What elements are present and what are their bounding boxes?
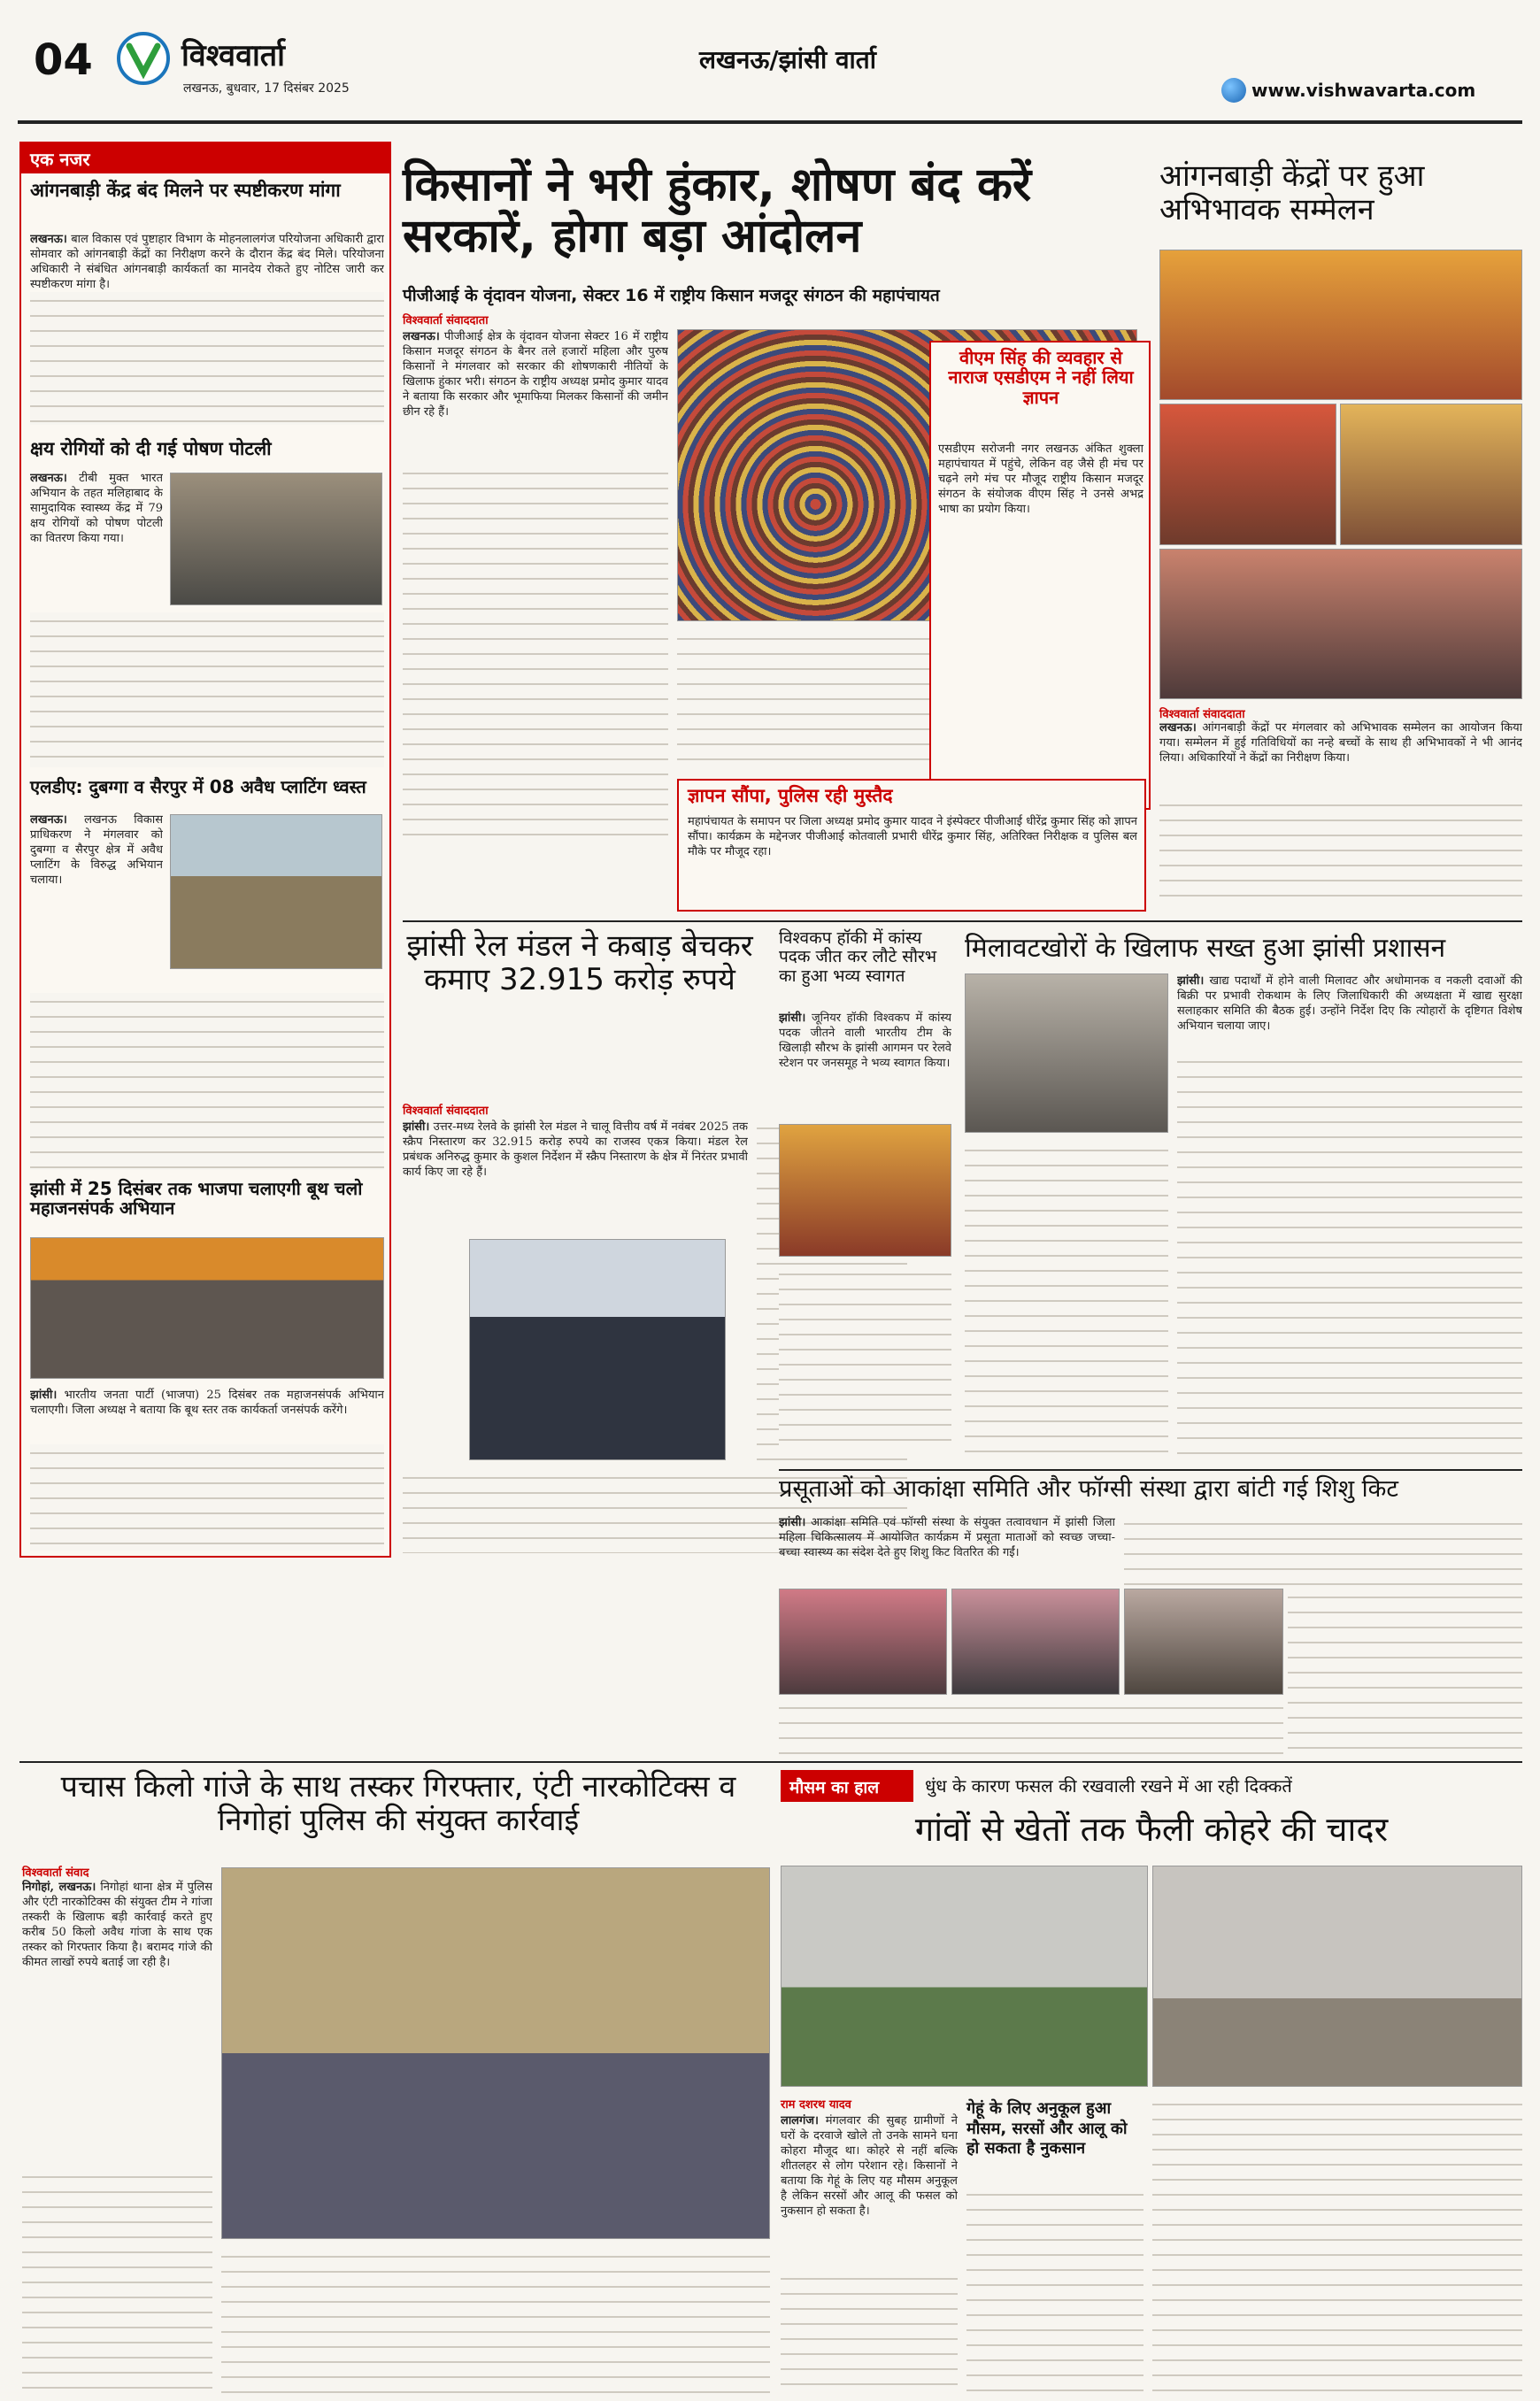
vm-singh-box xyxy=(929,341,1151,810)
lead-headline: किसानों ने भरी हुंकार, शोषण बंद करें सरकारें, होगा बड़ा आंदोलन xyxy=(403,158,1032,264)
anganwadi-body: आंगनबाड़ी केंद्रों पर मंगलवार को अभिभावक सम्मेलन का आयोजन किया गया। सम्मेलन में हुई गतिविधियों का नन्हे बच्चों के साथ ही अभिभावकों ने भी आनंद लिया। अधिकारियों ने केंद्रों का निरीक्षण किया। xyxy=(1159,721,1522,765)
ganja-text xyxy=(22,1880,212,2163)
anganwadi-photo-3 xyxy=(1340,404,1522,545)
paper-logo-icon xyxy=(117,32,170,85)
brief-title: आंगनबाड़ी केंद्र बंद मिलने पर स्पष्टीकरण मांगा xyxy=(30,180,341,201)
rail-dateline: झांसी। xyxy=(403,1120,430,1134)
brief-text xyxy=(30,812,163,989)
brief-title: क्षय रोगियों को दी गई पोषण पोटली xyxy=(30,438,272,459)
section-rule xyxy=(19,1761,1522,1763)
rail-body: उत्तर-मध्य रेलवे के झांसी रेल मंडल ने चालू वित्तीय वर्ष में नवंबर 2025 तक स्क्रैप निस्तारण कर 32.915 करोड़ रुपये का राजस्व एकत्र किया। मंडल रेल प्रबंधक अनिरुद्ध कुमार के कुशल निर्देशन में स्क्रैप निस्तारण के क्षेत्र में निरंतर प्रभावी कार्य किए जा रहे हैं। xyxy=(403,1120,748,1179)
text-filler xyxy=(965,1142,1168,1465)
milavat-text xyxy=(1177,973,1522,1049)
text-filler xyxy=(30,612,384,767)
text-filler xyxy=(403,465,668,836)
brief-text xyxy=(30,471,163,604)
weather-body: मंगलवार की सुबह ग्रामीणों ने घरों के दरवाजे खोले तो उनके सामने घना कोहरा मौजूद था। कोहरे से नहीं बल्कि शीतलहर से लोग परेशान रहे। किसानों ने बताया कि गेहूं के लिए यह मौसम अनुकूल है लेकिन सरसों और आलू की फसल को नुकसान हो सकता है। xyxy=(781,2114,958,2218)
kit-distribution-photo-3 xyxy=(1124,1589,1283,1695)
saurabh-body: जूनियर हॉकी विश्वकप में कांस्य पदक जीतने वाली भारतीय टीम के खिलाड़ी सौरभ के झांसी आगमन पर रेलवे स्टेशन पर जनसमूह ने भव्य स्वागत किया। xyxy=(779,1012,951,1070)
brief-text xyxy=(30,1388,384,1441)
arrest-photo xyxy=(221,1867,770,2239)
anganwadi-byline: विश्ववार्ता संवाददाता xyxy=(1159,708,1245,721)
dateline: लखनऊ, बुधवार, 17 दिसंबर 2025 xyxy=(183,81,350,96)
brief-title: झांसी में 25 दिसंबर तक भाजपा चलाएगी बूथ चलो महाजनसंपर्क अभियान xyxy=(30,1178,363,1220)
rail-byline: विश्ववार्ता संवाददाता xyxy=(403,1104,489,1118)
milavat-headline: मिलावटखोरों के खिलाफ सख्त हुआ झांसी प्रशासन xyxy=(965,933,1446,964)
weather-label: मौसम का हाल xyxy=(781,1770,913,1802)
ek-nazar-label: एक नजर xyxy=(21,143,389,173)
shishu-kit-headline: प्रसूताओं को आकांक्षा समिति और फॉग्सी संस्था द्वारा बांटी गई शिशु किट xyxy=(779,1475,1399,1503)
anganwadi-text xyxy=(1159,720,1522,796)
bjp-meeting-photo xyxy=(30,1237,384,1379)
lead-byline: विश्ववार्ता संवाददाता xyxy=(403,314,489,327)
milavat-body: खाद्य पदार्थों में होने वाली मिलावट और अधोमानक व नकली दवाओं की बिक्री पर प्रभावी रोकथाम के लिए जिलाधिकारी की अध्यक्षता में खाद्य सुरक्षा सलाहकार समिति की बैठक हुई। उन्होंने निर्देश दिए कि त्योहारों के दृष्टिगत विशेष अभियान चलाया जाए। xyxy=(1177,974,1522,1033)
text-filler xyxy=(30,993,384,1170)
gyapan-headline: ज्ञापन सौंपा, पुलिस रही मुस्तैद xyxy=(688,785,893,806)
text-filler xyxy=(22,2168,212,2394)
meeting-photo xyxy=(965,973,1168,1133)
kit-distribution-photo-1 xyxy=(779,1589,947,1695)
text-filler xyxy=(1124,1515,1522,1586)
ganja-headline: पचास किलो गांजे के साथ तस्कर गिरफ्तार, एंटी नारकोटिक्स व निगोहां पुलिस की संयुक्त कार्रवाई xyxy=(60,1769,736,1839)
brief-lead: झांसी। xyxy=(30,1389,58,1402)
saurabh-text xyxy=(779,1011,951,1117)
brief-body: लखनऊ विकास प्राधिकरण ने मंगलवार को दुबग्गा व सैरपुर क्षेत्र में अवैध प्लाटिंग के विरुद्ध अभियान चलाया। xyxy=(30,813,163,887)
rail-text xyxy=(403,1120,748,1235)
text-filler xyxy=(779,1699,1283,1757)
brief-lead: लखनऊ। xyxy=(30,233,67,246)
text-filler xyxy=(1159,796,1522,903)
kit-distribution-photo-2 xyxy=(951,1589,1120,1695)
weather-pullquote: गेहूं के लिए अनुकूल हुआ मौसम, सरसों और आलू को हो सकता है नुकसान xyxy=(966,2099,1128,2158)
fog-field-photo-2 xyxy=(1152,1866,1522,2087)
saurabh-welcome-photo xyxy=(779,1124,951,1257)
text-filler xyxy=(30,1444,384,1551)
text-filler xyxy=(1177,1053,1522,1465)
gyapan-box xyxy=(677,779,1146,912)
bulldozer-photo xyxy=(170,814,382,969)
masthead-rule xyxy=(18,120,1522,124)
text-filler xyxy=(966,2186,1143,2394)
ganja-dateline: निगोहां, लखनऊ। xyxy=(22,1881,96,1894)
ganja-byline: विश्ववार्ता संवाद xyxy=(22,1866,89,1880)
saurabh-headline: विश्वकप हॉकी में कांस्य पदक जीत कर लौटे सौरभ का हुआ भव्य स्वागत xyxy=(779,928,937,986)
anganwadi-photo-2 xyxy=(1159,404,1336,545)
vm-singh-text: एसडीएम सरोजनी नगर लखनऊ अंकित शुक्ला महापंचायत में पहुंचे, लेकिन वह जैसे ही मंच पर चढ़ने लगे मंच पर मौजूद राष्ट्रीय किसान मजदूर संगठन के संयोजक वीएम सिंह ने उनसे अभद्र भाषा का प्रयोग किया। xyxy=(938,442,1143,516)
page-number: 04 xyxy=(34,35,93,85)
saurabh-dateline: झांसी। xyxy=(779,1012,806,1025)
text-filler xyxy=(1288,1589,1522,1757)
globe-icon xyxy=(1221,78,1246,103)
weather-headline: गांवों से खेतों तक फैली कोहरे की चादर xyxy=(914,1810,1389,1849)
gyapan-text: महापंचायत के समापन पर जिला अध्यक्ष प्रमोद कुमार यादव ने इंस्पेक्टर पीजीआई धीरेंद्र कुमार सिंह को ज्ञापन सौंपा। कार्यक्रम के मद्देनजर पीजीआई कोतवाली प्रभारी धीरेंद्र कुमार सिंह, अतिरिक्त निरीक्षक व पुलिस बल मौके पर मौजूद रहा। xyxy=(688,815,1137,858)
rail-headline: झांसी रेल मंडल ने कबाड़ बेचकर कमाए 32.915 करोड़ रुपये xyxy=(406,928,753,998)
text-filler xyxy=(30,292,384,425)
fog-field-photo-1 xyxy=(781,1866,1148,2087)
brief-body: टीबी मुक्त भारत अभियान के तहत मलिहाबाद के सामुदायिक स्वास्थ्य केंद्र में 79 क्षय रोगियों को पोषण पोटली का वितरण किया गया। xyxy=(30,472,163,545)
text-filler xyxy=(781,2270,958,2394)
section-rule xyxy=(403,920,1522,922)
edition-title: लखनऊ/झांसी वार्ता xyxy=(699,45,877,74)
ek-nazar-box xyxy=(19,142,391,1558)
brief-lead: लखनऊ। xyxy=(30,472,67,485)
anganwadi-photo-4 xyxy=(1159,549,1522,699)
paper-name: विश्ववार्ता xyxy=(181,38,285,73)
milavat-dateline: झांसी। xyxy=(1177,974,1205,988)
text-filler xyxy=(221,2248,770,2394)
text-filler xyxy=(779,1266,951,1451)
anganwadi-photo-1 xyxy=(1159,250,1522,400)
weather-dateline: लालगंज। xyxy=(781,2114,819,2128)
section-rule xyxy=(779,1469,1522,1471)
brief-title: एलडीए: दुबग्गा व सैरपुर में 08 अवैध प्लाटिंग ध्वस्त xyxy=(30,776,366,797)
vm-singh-headline: वीएम सिंह की व्यवहार से नाराज एसडीएम ने नहीं लिया ज्ञापन xyxy=(948,347,1134,408)
weather-text xyxy=(781,2113,958,2264)
anganwadi-dateline: लखनऊ। xyxy=(1159,721,1197,735)
text-filler xyxy=(1152,2096,1522,2394)
weather-byline: राम दशरथ यादव xyxy=(781,2098,851,2112)
website-link[interactable]: www.vishwavarta.com xyxy=(1251,80,1476,101)
masthead xyxy=(0,0,1540,119)
brief-body: बाल विकास एवं पुष्टाहार विभाग के मोहनलालगंज परियोजना अधिकारी द्वारा सोमवार को आंगनबाड़ी केंद्रों का निरीक्षण करने के दौरान केंद्र बंद मिले। परियोजना अधिकारी ने संबंधित आंगनबाड़ी कार्यकर्ता का मानदेय रोकते हुए नोटिस जारी कर स्पष्टीकरण मांगा है। xyxy=(30,233,384,291)
anganwadi-headline: आंगनबाड़ी केंद्रों पर हुआ अभिभावक सम्मेलन xyxy=(1159,158,1425,228)
tb-event-photo xyxy=(170,473,382,605)
shishu-kit-dateline: झांसी। xyxy=(779,1516,806,1529)
lead-body: पीजीआई क्षेत्र के वृंदावन योजना सेक्टर 16 में राष्ट्रीय किसान मजदूर संगठन के बैनर तले हजारों महिला और पुरुष किसानों ने मंगलवार को सरकार की शोषणकारी नीतियों के खिलाफ हुंकार भरी। संगठन के राष्ट्रीय अध्यक्ष प्रमोद कुमार यादव ने बताया कि सरकार और भूमाफिया मिलकर किसानों की जमीन छीन रहे हैं। xyxy=(403,330,668,419)
drm-portrait-photo xyxy=(469,1239,726,1460)
weather-kicker: धुंध के कारण फसल की रखवाली रखने में आ रही दिक्कतें xyxy=(925,1775,1292,1797)
shishu-kit-body: आकांक्षा समिति एवं फॉग्सी संस्था के संयुक्त तत्वावधान में झांसी जिला महिला चिकित्सालय में आयोजित कार्यक्रम में प्रसूता माताओं को स्वच्छ जच्चा-बच्चा स्वास्थ्य का संदेश देते हुए शिशु किट वितरित की गईं। xyxy=(779,1516,1115,1559)
lead-subhead: पीजीआई के वृंदावन योजना, सेक्टर 16 में राष्ट्रीय किसान मजदूर संगठन की महापंचायत xyxy=(403,286,940,305)
lead-dateline: लखनऊ। xyxy=(403,330,440,343)
lead-text xyxy=(403,329,668,462)
brief-body: भारतीय जनता पार्टी (भाजपा) 25 दिसंबर तक महाजनसंपर्क अभियान चलाएगी। जिला अध्यक्ष ने बताया कि बूथ स्तर तक कार्यकर्ता जनसंपर्क करेंगे। xyxy=(30,1389,384,1417)
shishu-kit-text xyxy=(779,1515,1115,1586)
ganja-body: निगोहां थाना क्षेत्र में पुलिस और एंटी नारकोटिक्स की संयुक्त टीम ने गांजा तस्करी के खिलाफ बड़ी कार्रवाई करते हुए करीब 50 किलो अवैध गांजा के साथ एक तस्कर को गिरफ्तार किया है। बरामद गांजे की कीमत लाखों रुपये बताई जा रही है। xyxy=(22,1881,212,1969)
brief-lead: लखनऊ। xyxy=(30,813,67,827)
